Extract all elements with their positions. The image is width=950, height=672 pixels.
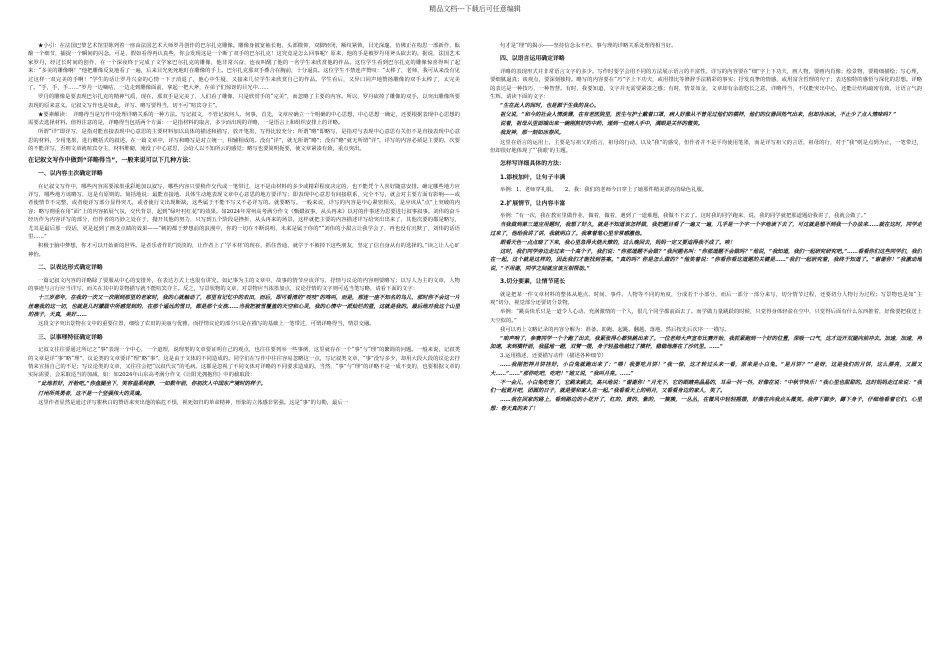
right-paragraph: 举例：“有一次，我在教室里做作业，做着，做着，遇到了一道难题，我做不下去了。这时我的同学跑来，说，我的同学就把那道题给我讲了，我就会做了。” — [500, 213, 867, 220]
right-paragraph: 这里在语言的运用上，主要是写祖父的语言，祖母的行动，以及“我”的感受，但作者并不是平均使用笔墨，而是详写祖父的言语，祖母的行，对于“我”则是点到为止，一笔带过，但却很好地体现了“‘我眼’的主题。 — [490, 139, 922, 154]
left-section-heading: 二、以表达形式确定详略 — [38, 265, 103, 272]
right-section-heading: 1.添枝加叶，让句子丰满 — [500, 174, 566, 181]
left-paragraph: 一篇记叙文内容的详略除了要服从中心的安排外，在表达方式上也很有讲究。如记事为主的文章中，故事的情节应该详写，抒情与议论的内容则要略写；以写人为主的文章，人物的事迹与言行应当详写，而关在其中的景物描写就不能喧宾夺主。反之，写景状物的文章，对景物应当浓墨加点，议论抒情的文字则可适当笔写略，请看下面的文字： — [28, 277, 460, 293]
left-paragraph: 所谓“详”即详写，是指对能直接表现中心意思的主要材料加以具体的描述和描写，放开笔墨，写得比较充分；所谓“略”即略写，是指对与表现中心意思有关但不是直接表现中心意思的材料，少用笔墨，进行概括式的叙述。在一篇文章中，详写和略写是对立统一，相辅相成的。没有“详”，就无所谓“略”；没有“略”就无所谓“详”。详写的内容必须是主要的，次要的不能详写，否则文章就喧宾夺主，材料堆砌，淹没了中心意思，会给人以不知所云的感觉；略写也要简明扼要，使文章紧凑有致，重点突出。 — [28, 129, 460, 153]
page-header — [0, 4, 950, 18]
left-example-paragraph: “此地若好，开枪吧。”你盘腿坐下，笑容温柔纯静，一如数年前，你初次入中国东产境时的样子。 — [38, 381, 266, 388]
left-section-heading: 在记叙文写作中做到“详略得当”，一般来说可以下几种方法： — [28, 156, 195, 164]
right-paragraph: 句才是“理”的揭示——坚持信念永不朽，事与理的详略关系处理得相当好。 — [500, 43, 677, 49]
right-section-heading: 2.扩展情节，让内容丰富 — [500, 200, 566, 207]
right-paragraph: 3.运用描述，还要描写动作（描述各种细节） — [500, 353, 607, 360]
right-paragraph: 我可以再上文略记录的内容分解为：准备、助跑、起跳、翻越、落地，然后按先后次序一一描写。 — [500, 326, 730, 333]
left-paragraph: 积极于脑中梦想，你才可以开始新的世界。是者乐者作的“淡淡的，让作者上了‘学本材’的现在，抓住普通，就学于不被掉下这些朋友，坚定了信自身从有的选择的。”读之让人心旷神怡。 — [28, 243, 460, 258]
left-paragraph: ★要素解读： 详略得当是写作中处理详略关系的一种方法。写记叙文，不管记叙何人、何事，首先，文章应确立一个明确的中心思想，中心思想一确定，还要根据表现中心思想的需要去选择材料。值得注意的是，详略得当包括两个方面：一是指材料的取舍，多少而出现的详略，一是语言上和组织安排上的详略。 — [28, 111, 460, 127]
left-section-heading: 一、以内容主次确定详略 — [38, 171, 103, 178]
right-paragraph: 详略的表现形式并非常语言文字的多少。写作时要学会用不同的方法展示语言的丰富性。详写的内容要在“细”字上下功夫，画人物，要画内肖像；绘景物，要精细描绘；写心理，要细腻逼真；谈观点，要深刻独特。略写的内容要在“巧”字上下功夫，或用排比等修辞手法精彩的事实；抒发真挚的情感，或用富含哲理的句子；表达独特的感悟与深化的思想。详略的表达是一种技巧，一种智慧。有时，我要知道，文字并无需要紧凑之感；有时，情景如金，文章却有余韵悠长之意。详略得当，不仅能突出中心，还能让结构疏密有致，让语言气韵生辉。请读下面的文字： — [490, 68, 922, 101]
right-section-heading: 3.切分要素，让情节延长 — [500, 279, 566, 286]
page-header-title: 精品文档---下载后可任意编辑 — [429, 5, 521, 13]
right-section-heading: 怎样写详细具体的方法： — [500, 161, 565, 168]
right-paragraph: 就是把某一件文章材料的整体从地点、时间、事件、人物等不同的角度，分成若干小部分，而后一部分一部分来写，切分情节过程，还要切分人物行为过程；写景物也是如“主观”切分，视觉部分还要切分景物。 — [490, 291, 922, 307]
right-example-paragraph: 不一会儿，小白兔吃饱了，它跳来跳去，高兴地说：“谢谢你！”月光下，它的眼睛亮晶晶的，耳朵一抖一抖，好像在说：“中秋节快乐！”我心里也甜甜的。这时妈妈走过来说：“我们一起赏月吧，团圆的日子，就是要和家人在一起。”我看看天上的明月，又看看身边的家人，笑了。 — [490, 379, 922, 395]
left-paragraph: 这段文字突出景物在文中的重要位置，细绘了农田的美丽与优雅，而抒情议论的部分只是在描写的基础上一笔带过，可谓详略得当，情景交融。 — [38, 321, 375, 328]
right-paragraph: 举例：“跳高快乐只是一道令人心动、充满激情的一个人，很几个同学都前面去了。而学做力量跳跃的时候，只觉得身体轻盈在空中，只觉得后面有什么东西推着，好像要把我送上天空似的。” — [490, 309, 922, 324]
left-paragraph: 记叙文往往要通过所记之“事”表现一个中心，一个道理，说理类的文章要证明自己的观点，也往往要列举一些事例，这里就存在一个“事”与“理”的繁简的问题。一般来说，记叙类的文章是详“事”略“理”，议论类的文章要详“理”略“事”，这是由于文体的不同造成的。同学们在写作中往往容易忽略这一点，写记叙类文章，“事”没写多少，却用大段大段的议论去抒情来宣扬自己的不足；写议论类的文章，又往往会把“以叙代议”的毛病。这都是忽视了不同文体对详略的不同要求造成的。当然，“事”与“理”的详略不是一成不变的，也要根据文章的实际需要，会采取适当的加减，如：如2024年山东高考满分作文《让阳光拥抱你》中的截取段： — [28, 347, 460, 379]
right-example-paragraph: 当我做到第三道应用题时，我想了好久，就是不知道该怎样做，我把题目看了一遍又一遍，几乎是一个字一个字地读下去了，可这就是想不到我一个办法来……就在这时，同学走过来了，他给我讲了讲，我就明白了。我拿着笔心里非常感激他。 — [490, 222, 922, 237]
left-paragraph: 罗丹的雕像是要表现巴尔扎克的精神气质，现在，那双手是完美了，人们看了雕像，只是欣赏手的“完美”，而忽略了主要的内容。所以，罗丹砍掉了雕像的双手，以突出雕像所要表现的原来意义。记叙文写作也是如此，详写、略写要得当，切不可“喧宾夺主”。 — [28, 94, 460, 109]
right-section-heading: 四、以语言运用确定详略 — [500, 56, 565, 63]
right-example-paragraph: 眼看天色一点点暗了下来，我心里急得火烧火燎的，这么晚回去，妈妈一定又要追得我不成了。唉！ — [500, 239, 736, 246]
right-example-paragraph: 祖父说，“和今的社会人情淡薄，在有老医院里，医生与护士戴着口罩，病人好像从不曾见过他们的模样，他们的仪器回热气出来，但却冷冰冰，不止少了点人情味吗？” — [500, 112, 897, 119]
right-example-paragraph: 这时，我们同学旁边走过来一个高个子，我们说：“你那道题不会做？”我问题名叫：“你那道题不会做吗？”他说，“我知道，我们一起研究研究吧。”……看看你们这些同学们，我们在一起，这个就是这样的，因此我们才能找到答案。“真的吗？你是怎么做的？”他笑着说：“你看你看这道题的关键是……”我们一起研究着，我终于知道了。“谢谢你！”我激动地说，“不用谢，同学之间就应该互相帮助。” — [490, 248, 922, 272]
right-example-paragraph: ……我刚把拌月饼挂好，小白兔就跑出来了：“喂！我要吃月饼！”我一惊，这才转过头来一看，原来是小白兔。“是月饼？”“是呀，这是我们的月饼，这么漂亮，又圆又大……”……“那你吃吧，吃吧！”她又说，“我叫月亮。……” — [490, 362, 922, 377]
right-example-paragraph: “生在此人的间时，也是源于生我的良心。 — [500, 103, 600, 110]
left-paragraph: ★小引：在法国巴黎艺术馆里陈列着一座由法国艺术大师罗丹创作的巴尔扎克雕像。雕像身披宽袖长袍，头部微仰，双脚轻闭，额纹紧锁，目光深邃，仿佛正在构思一部新作，酝酿一个细节，捕捉一个瞬间的闪念。可是，假如看得再认真些，你会发现这是一个断了双手的巴尔扎克！这究竟是怎么回事呢？原来，他的手是被罗丹用斧头砍去的。据说，法国艺术家罗丹，经过长时间的创作，在一个深夜终于完成了文学家巴尔扎克的雕像，他非常兴奋，连夜叫醒了他的一名学生来欣赏他的作品。这位学生看到巴尔扎克的雕像惊喜得叫了起来：“多美的雕像啊！”他把雕像反复地看了一遍，后来目光死死地盯在雕像的手上。巴尔扎克那双手叠合在胸前，十分逼真。这位学生不禁连声赞叹：“太棒了，老师，我可从来没有见过这样一双完美的手啊！”学生的话让罗丹兴奋的心情一下子消退了，他心中生疑，又接来几位学生来欣赏自己的作品。学生看后，又异口同声地赞扬雕像的双手太棒了，太完美了。“手，手，手……”罗丹一边嘀咕，一边走到雕像面前，拿起一把大斧，在弟子们惊讶的目光中…… — [28, 43, 460, 92]
left-paragraph: 在记叙文写作中，哪些内容需要浓墨重彩地加以叙写，哪些内容只要稍作交代或一笔带过，这不是由材料的多少或精彩程度决定的，也不能凭个人喜好随意安排。确定哪些地方应详写，哪些地方该略写，这是有原则的。简括地说：最能直接地、具体生动地表现文章中心意思的地方要详写；即表现中心意思有间接联系，完全不写，就会对主要方面有影响——或者使情节不完整，或者使详写部分显得突兀，或者使行文出现断缺，这些属于不能不写又不必详写的。就要略写。一般来说，详写的内容是中心紧密相关，是应该从“点”上突破的内容；略写则重在用“面”上的内容拓展气氛，交代背景，起到“绿叶衬红花”的效果。如2024年常州高考满分作文《甄嬛叙事，从头再来》以对的作事述为思要进行叙事叙事。刘伟的奋斗经历作为内容详写的部分，但作者的巧妙之处在于，抛开其他的努力，只写到五个阶段是挫折，从头再来的场景，这样就把主要的内容描述详写给突出出来了，其他次要的都是略写，尤其是最后那一段话，更是起到了画龙点睛的效果——“刺的都于梦想前的浪漫中，你的一切在不断说明，未来是属于你的”“刘伟的小甜言让我学会了，再也没有沉默了，刘伟的话语里……” — [28, 183, 460, 241]
right-example-paragraph: 说着，祖母从里面端出来一碗刚煎好的中药，递到一位病人手中，满眼是关怀的微笑。 — [500, 121, 704, 128]
right-example-paragraph: ……我在回家的路上，看到路边的小花开了，红的、黄的、紫的，一簇簇，一丛丛，在微风中轻轻摇摆，好像在向我点头微笑。我停下脚步，蹲下身子，仔细地看着它们，心里想：春天真的来了！ — [490, 397, 922, 412]
right-example-paragraph: “咱声响了，参赛同学一个个跑了出去，我紧张得心都快跳出来了。一位老师大声宣布比赛开始，我抓紧跑到一个好的位置，深吸一口气，这才迈开双腿向前冲去。加速，加速，再加速，来到横杆前，我猛地一蹬，双臂一摆，身子轻盈地越过了横杆，稳稳地落在了沙坑里。……” — [490, 335, 922, 351]
left-column — [28, 42, 460, 666]
left-example-paragraph: 汀州所英勇者，这不是一个坚强伟大的灵魂。 — [38, 390, 145, 397]
right-column — [490, 42, 922, 666]
left-paragraph: 这里作者显然是通过详写瞿秋白的赞语来突出他的临危不惧，视死如归的革命精神，形象的立体感非常强。这是“事”的勾勒，最后一 — [38, 399, 349, 406]
right-example-paragraph: 我发神，那一刻如冰春风。 — [500, 130, 565, 137]
right-paragraph: 举例：1、老师穿礼服。 2、我：我们的老师今日穿上了她那件精美漂亮的绿色礼服。 — [500, 187, 708, 194]
left-section-heading: 三、以事理特征确定详略 — [38, 334, 103, 341]
left-example-paragraph: 十三岁那年，在我的一次又一次刚到那里的老家时，我的心就触动了，那里有记忆中的农田，而后，即可看清的“吱吱”的鸣叫，而是，那连一座不知名的鸟儿，那时你不会这一片丝毫我的这一切，也就是儿时朦胧中所感觉到的，在那个遥远的雪日，都是那个女孩……当我把被雪覆盖的天空和心灵，我的心情中一派灿烂的蓝，这就是我的。最后地对我这个山里的孩子，天真，美好…… — [28, 295, 460, 319]
